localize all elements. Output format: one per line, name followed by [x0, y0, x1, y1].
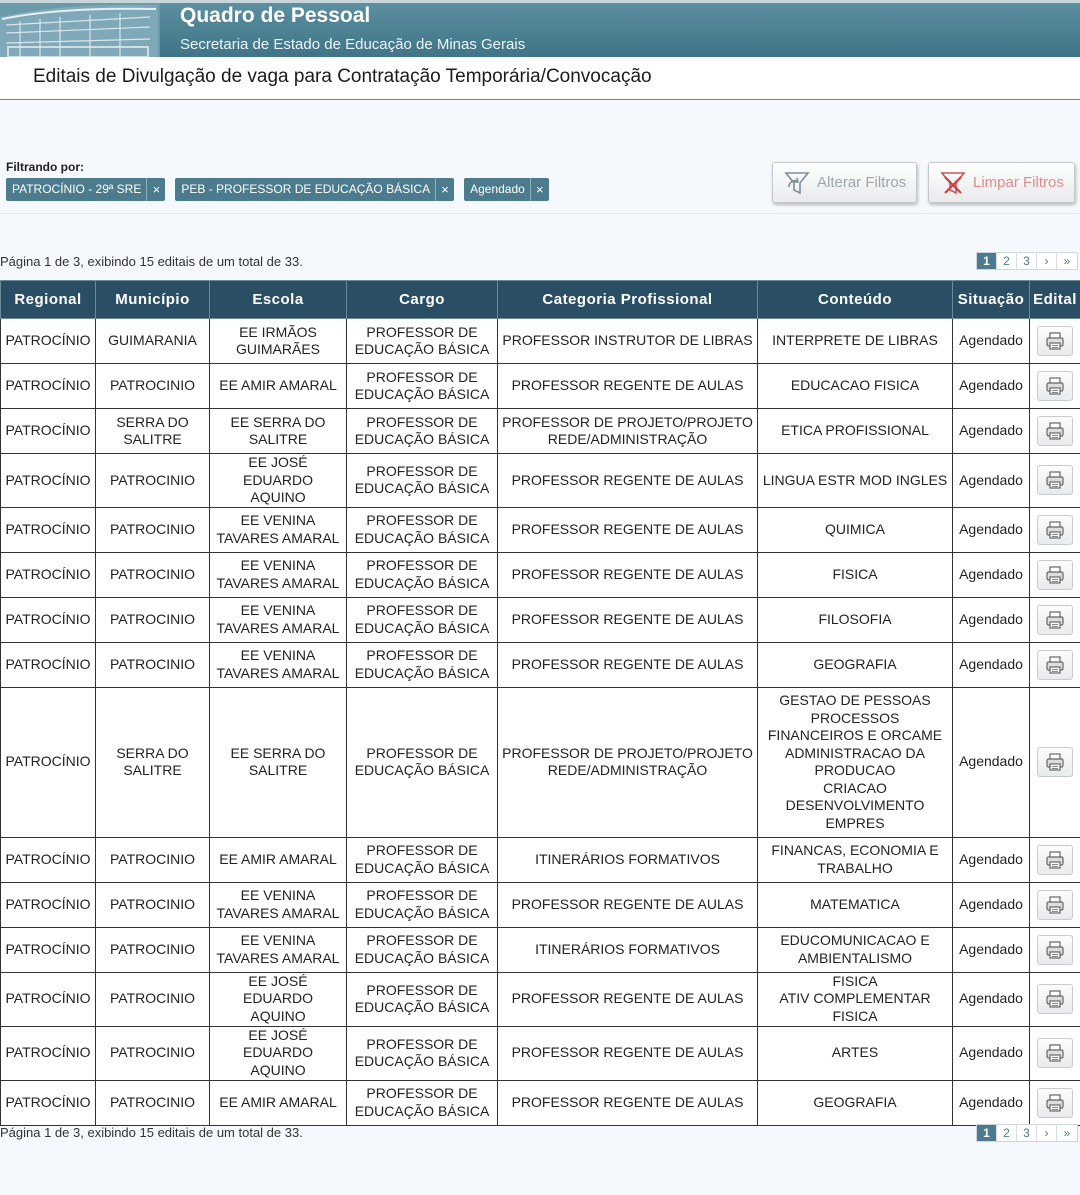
- cell-edital: [1030, 927, 1080, 972]
- cell-cargo: PROFESSOR DE EDUCAÇÃO BÁSICA: [347, 972, 498, 1026]
- print-button[interactable]: [1037, 371, 1073, 401]
- cell-situacao: Agendado: [953, 837, 1030, 882]
- cell-municipio: PATROCINIO: [96, 1080, 210, 1125]
- cell-municipio: PATROCINIO: [96, 882, 210, 927]
- cell-cargo: PROFESSOR DE EDUCAÇÃO BÁSICA: [347, 364, 498, 409]
- print-button[interactable]: [1037, 416, 1073, 446]
- table-row: [1, 597, 1080, 642]
- cell-situacao: Agendado: [953, 597, 1030, 642]
- page-title-bar: [0, 57, 1080, 100]
- cell-edital: [1030, 597, 1080, 642]
- cell-categoria: PROFESSOR DE PROJETO/PROJETO REDE/ADMINISTRAÇÃO: [498, 687, 758, 837]
- cell-edital: [1030, 642, 1080, 687]
- cell-conteudo: ARTES: [758, 1026, 953, 1080]
- cell-edital: [1030, 364, 1080, 409]
- cell-regional: PATROCÍNIO: [1, 882, 96, 927]
- cell-categoria: PROFESSOR REGENTE DE AULAS: [498, 1026, 758, 1080]
- cell-edital: [1030, 1026, 1080, 1080]
- cell-regional: PATROCÍNIO: [1, 927, 96, 972]
- cell-conteudo: FINANCAS, ECONOMIA E TRABALHO: [758, 837, 953, 882]
- close-icon[interactable]: ×: [435, 178, 454, 201]
- alter-filters-label: Alterar Filtros: [817, 174, 907, 191]
- print-button[interactable]: [1037, 1088, 1073, 1118]
- cell-conteudo: EDUCACAO FISICA: [758, 364, 953, 409]
- printer-icon: [1045, 565, 1065, 585]
- cell-categoria: PROFESSOR DE PROJETO/PROJETO REDE/ADMINISTRAÇÃO: [498, 409, 758, 454]
- cell-escola: EE AMIR AMARAL: [210, 1080, 347, 1125]
- table-row: [1, 552, 1080, 597]
- col-header-escola[interactable]: Escola: [210, 281, 347, 319]
- cell-situacao: Agendado: [953, 687, 1030, 837]
- last-page-link[interactable]: »: [1063, 254, 1071, 268]
- print-button[interactable]: [1037, 465, 1073, 495]
- cell-escola: EE JOSÉ EDUARDO AQUINO: [210, 972, 347, 1026]
- cell-escola: EE AMIR AMARAL: [210, 364, 347, 409]
- cell-cargo: PROFESSOR DE EDUCAÇÃO BÁSICA: [347, 552, 498, 597]
- cell-municipio: PATROCINIO: [96, 507, 210, 552]
- next-page-link[interactable]: ›: [1037, 1125, 1057, 1141]
- cell-conteudo: MATEMATICA: [758, 882, 953, 927]
- page-3-link[interactable]: 3: [1017, 1125, 1037, 1141]
- cell-conteudo: QUIMICA: [758, 507, 953, 552]
- print-button[interactable]: [1037, 650, 1073, 680]
- cell-cargo: PROFESSOR DE EDUCAÇÃO BÁSICA: [347, 1080, 498, 1125]
- cell-regional: PATROCÍNIO: [1, 552, 96, 597]
- chip-text: PATROCÍNIO - 29ª SRE: [12, 182, 142, 196]
- cell-conteudo: INTERPRETE DE LIBRAS: [758, 319, 953, 364]
- table-row: [1, 687, 1080, 837]
- cell-categoria: PROFESSOR REGENTE DE AULAS: [498, 1080, 758, 1125]
- last-page-link[interactable]: »: [1063, 1126, 1071, 1140]
- cell-cargo: PROFESSOR DE EDUCAÇÃO BÁSICA: [347, 1026, 498, 1080]
- col-header-municipio[interactable]: Município: [96, 281, 210, 319]
- cell-situacao: Agendado: [953, 642, 1030, 687]
- cell-regional: PATROCÍNIO: [1, 507, 96, 552]
- cell-edital: [1030, 319, 1080, 364]
- cell-municipio: PATROCINIO: [96, 1026, 210, 1080]
- printer-icon: [1045, 895, 1065, 915]
- cell-situacao: Agendado: [953, 319, 1030, 364]
- cell-edital: [1030, 837, 1080, 882]
- print-button[interactable]: [1037, 605, 1073, 635]
- cell-cargo: PROFESSOR DE EDUCAÇÃO BÁSICA: [347, 319, 498, 364]
- building-logo-icon: [0, 3, 160, 60]
- printer-icon: [1045, 470, 1065, 490]
- page-title: Editais de Divulgação de vaga para Contratação Temporária/Convocação: [33, 66, 652, 87]
- clear-filters-button[interactable]: [928, 162, 1075, 203]
- cell-edital: [1030, 507, 1080, 552]
- table-row: [1, 837, 1080, 882]
- close-icon[interactable]: ×: [146, 178, 165, 201]
- cell-regional: PATROCÍNIO: [1, 454, 96, 508]
- cell-municipio: PATROCINIO: [96, 927, 210, 972]
- cell-categoria: PROFESSOR REGENTE DE AULAS: [498, 552, 758, 597]
- print-button[interactable]: [1037, 935, 1073, 965]
- filter-chip-regional: [6, 178, 165, 201]
- cell-regional: PATROCÍNIO: [1, 409, 96, 454]
- col-header-cargo[interactable]: Cargo: [347, 281, 498, 319]
- cell-cargo: PROFESSOR DE EDUCAÇÃO BÁSICA: [347, 597, 498, 642]
- cell-escola: EE AMIR AMARAL: [210, 837, 347, 882]
- cell-categoria: PROFESSOR REGENTE DE AULAS: [498, 882, 758, 927]
- col-header-categoria[interactable]: Categoria Profissional: [498, 281, 758, 319]
- cell-municipio: PATROCINIO: [96, 642, 210, 687]
- cell-conteudo: LINGUA ESTR MOD INGLES: [758, 454, 953, 508]
- cell-escola: EE SERRA DO SALITRE: [210, 687, 347, 837]
- cell-regional: PATROCÍNIO: [1, 972, 96, 1026]
- cell-regional: PATROCÍNIO: [1, 364, 96, 409]
- cell-conteudo: ETICA PROFISSIONAL: [758, 409, 953, 454]
- cell-regional: PATROCÍNIO: [1, 597, 96, 642]
- filter-chip-cargo: [175, 178, 454, 201]
- filter-chip-situacao: [464, 178, 549, 201]
- table-row: [1, 972, 1080, 1026]
- table-row: [1, 454, 1080, 508]
- print-button[interactable]: [1037, 984, 1073, 1014]
- table-row: [1, 1080, 1080, 1125]
- cell-municipio: PATROCINIO: [96, 364, 210, 409]
- cell-categoria: PROFESSOR REGENTE DE AULAS: [498, 597, 758, 642]
- printer-icon: [1045, 1093, 1065, 1113]
- cell-categoria: ITINERÁRIOS FORMATIVOS: [498, 927, 758, 972]
- cell-edital: [1030, 972, 1080, 1026]
- table-header-row: [1, 281, 1080, 319]
- cell-cargo: PROFESSOR DE EDUCAÇÃO BÁSICA: [347, 837, 498, 882]
- cell-situacao: Agendado: [953, 507, 1030, 552]
- pagination-info: Página 1 de 3, exibindo 15 editais de um total de 33.: [0, 254, 303, 269]
- cell-categoria: PROFESSOR REGENTE DE AULAS: [498, 642, 758, 687]
- pagination-bottom: [976, 1124, 1078, 1142]
- cell-cargo: PROFESSOR DE EDUCAÇÃO BÁSICA: [347, 507, 498, 552]
- cell-municipio: SERRA DO SALITRE: [96, 409, 210, 454]
- page-2-link[interactable]: 2: [997, 1125, 1017, 1141]
- funnel-clear-icon: [939, 169, 967, 197]
- cell-categoria: ITINERÁRIOS FORMATIVOS: [498, 837, 758, 882]
- app-subtitle: Secretaria de Estado de Educação de Minas Gerais: [180, 36, 526, 53]
- chip-text: PEB - PROFESSOR DE EDUCAÇÃO BÁSICA: [181, 182, 431, 196]
- printer-icon: [1045, 1043, 1065, 1063]
- page-1-link[interactable]: 1: [977, 1125, 997, 1141]
- cell-cargo: PROFESSOR DE EDUCAÇÃO BÁSICA: [347, 687, 498, 837]
- cell-regional: PATROCÍNIO: [1, 1026, 96, 1080]
- printer-icon: [1045, 331, 1065, 351]
- next-page-link[interactable]: ›: [1037, 253, 1057, 269]
- col-header-regional[interactable]: Regional: [1, 281, 96, 319]
- cell-cargo: PROFESSOR DE EDUCAÇÃO BÁSICA: [347, 927, 498, 972]
- cell-situacao: Agendado: [953, 364, 1030, 409]
- table-row: [1, 642, 1080, 687]
- pagination: [976, 252, 1078, 270]
- cell-edital: [1030, 687, 1080, 837]
- cell-municipio: SERRA DO SALITRE: [96, 687, 210, 837]
- funnel-refresh-icon: [783, 169, 811, 197]
- cell-situacao: Agendado: [953, 454, 1030, 508]
- cell-regional: PATROCÍNIO: [1, 319, 96, 364]
- cell-municipio: PATROCINIO: [96, 597, 210, 642]
- cell-categoria: PROFESSOR REGENTE DE AULAS: [498, 364, 758, 409]
- page-2-link[interactable]: 2: [997, 253, 1017, 269]
- print-button[interactable]: [1037, 747, 1073, 777]
- print-button[interactable]: [1037, 515, 1073, 545]
- close-icon[interactable]: ×: [530, 178, 549, 201]
- cell-categoria: PROFESSOR REGENTE DE AULAS: [498, 507, 758, 552]
- printer-icon: [1045, 655, 1065, 675]
- cell-regional: PATROCÍNIO: [1, 687, 96, 837]
- print-button[interactable]: [1037, 890, 1073, 920]
- printer-icon: [1045, 376, 1065, 396]
- printer-icon: [1045, 850, 1065, 870]
- col-header-situacao[interactable]: Situação: [953, 281, 1030, 319]
- page-1-link[interactable]: 1: [977, 253, 997, 269]
- cell-escola: EE JOSÉ EDUARDO AQUINO: [210, 454, 347, 508]
- cell-situacao: Agendado: [953, 927, 1030, 972]
- cell-edital: [1030, 454, 1080, 508]
- printer-icon: [1045, 940, 1065, 960]
- table-row: [1, 1026, 1080, 1080]
- cell-conteudo: FISICA: [758, 552, 953, 597]
- cell-cargo: PROFESSOR DE EDUCAÇÃO BÁSICA: [347, 882, 498, 927]
- cell-municipio: GUIMARANIA: [96, 319, 210, 364]
- table-row: [1, 409, 1080, 454]
- cell-municipio: PATROCINIO: [96, 972, 210, 1026]
- cell-escola: EE IRMÃOS GUIMARÃES: [210, 319, 347, 364]
- cell-municipio: PATROCINIO: [96, 837, 210, 882]
- cell-cargo: PROFESSOR DE EDUCAÇÃO BÁSICA: [347, 454, 498, 508]
- cell-categoria: PROFESSOR INSTRUTOR DE LIBRAS: [498, 319, 758, 364]
- printer-icon: [1045, 752, 1065, 772]
- cell-escola: EE VENINA TAVARES AMARAL: [210, 552, 347, 597]
- page-3-link[interactable]: 3: [1017, 253, 1037, 269]
- table-row: [1, 882, 1080, 927]
- cell-situacao: Agendado: [953, 882, 1030, 927]
- cell-conteudo: EDUCOMUNICACAO E AMBIENTALISMO: [758, 927, 953, 972]
- cell-edital: [1030, 1080, 1080, 1125]
- app-title: Quadro de Pessoal: [180, 4, 371, 27]
- cell-escola: EE VENINA TAVARES AMARAL: [210, 882, 347, 927]
- cell-municipio: PATROCINIO: [96, 552, 210, 597]
- cell-regional: PATROCÍNIO: [1, 642, 96, 687]
- cell-situacao: Agendado: [953, 409, 1030, 454]
- print-button[interactable]: [1037, 560, 1073, 590]
- cell-escola: EE VENINA TAVARES AMARAL: [210, 597, 347, 642]
- cell-regional: PATROCÍNIO: [1, 1080, 96, 1125]
- cell-categoria: PROFESSOR REGENTE DE AULAS: [498, 454, 758, 508]
- cell-escola: EE JOSÉ EDUARDO AQUINO: [210, 1026, 347, 1080]
- print-button[interactable]: [1037, 845, 1073, 875]
- cell-escola: EE SERRA DO SALITRE: [210, 409, 347, 454]
- alter-filters-button[interactable]: [772, 162, 917, 203]
- cell-conteudo: GESTAO DE PESSOAS PROCESSOS FINANCEIROS E ORCAME ADMINISTRACAO DA PRODUCAO CRIACAO DESENVOLVIMENTO EMPRES: [758, 687, 953, 837]
- editais-table: [0, 280, 1080, 1126]
- cell-cargo: PROFESSOR DE EDUCAÇÃO BÁSICA: [347, 642, 498, 687]
- cell-cargo: PROFESSOR DE EDUCAÇÃO BÁSICA: [347, 409, 498, 454]
- clear-filters-label: Limpar Filtros: [973, 174, 1064, 191]
- printer-icon: [1045, 610, 1065, 630]
- cell-conteudo: GEOGRAFIA: [758, 642, 953, 687]
- cell-categoria: PROFESSOR REGENTE DE AULAS: [498, 972, 758, 1026]
- printer-icon: [1045, 421, 1065, 441]
- cell-conteudo: FISICA ATIV COMPLEMENTAR FISICA: [758, 972, 953, 1026]
- cell-edital: [1030, 409, 1080, 454]
- table-row: [1, 927, 1080, 972]
- printer-icon: [1045, 520, 1065, 540]
- cell-situacao: Agendado: [953, 972, 1030, 1026]
- cell-situacao: Agendado: [953, 1026, 1030, 1080]
- filter-label: Filtrando por:: [6, 160, 84, 174]
- cell-conteudo: GEOGRAFIA: [758, 1080, 953, 1125]
- cell-edital: [1030, 882, 1080, 927]
- print-button[interactable]: [1037, 1038, 1073, 1068]
- chip-text: Agendado: [470, 182, 525, 196]
- table-row: [1, 319, 1080, 364]
- cell-conteudo: FILOSOFIA: [758, 597, 953, 642]
- cell-escola: EE VENINA TAVARES AMARAL: [210, 507, 347, 552]
- cell-regional: PATROCÍNIO: [1, 837, 96, 882]
- col-header-edital: Edital: [1030, 281, 1080, 319]
- col-header-conteudo[interactable]: Conteúdo: [758, 281, 953, 319]
- printer-icon: [1045, 989, 1065, 1009]
- cell-municipio: PATROCINIO: [96, 454, 210, 508]
- cell-escola: EE VENINA TAVARES AMARAL: [210, 927, 347, 972]
- filter-chips: [6, 178, 549, 201]
- cell-situacao: Agendado: [953, 1080, 1030, 1125]
- pagination-info-bottom: Página 1 de 3, exibindo 15 editais de um total de 33.: [0, 1125, 303, 1140]
- cell-situacao: Agendado: [953, 552, 1030, 597]
- header-bar: [0, 0, 1080, 57]
- table-row: [1, 364, 1080, 409]
- print-button[interactable]: [1037, 326, 1073, 356]
- cell-edital: [1030, 552, 1080, 597]
- divider: [0, 213, 1080, 214]
- table-row: [1, 507, 1080, 552]
- cell-escola: EE VENINA TAVARES AMARAL: [210, 642, 347, 687]
